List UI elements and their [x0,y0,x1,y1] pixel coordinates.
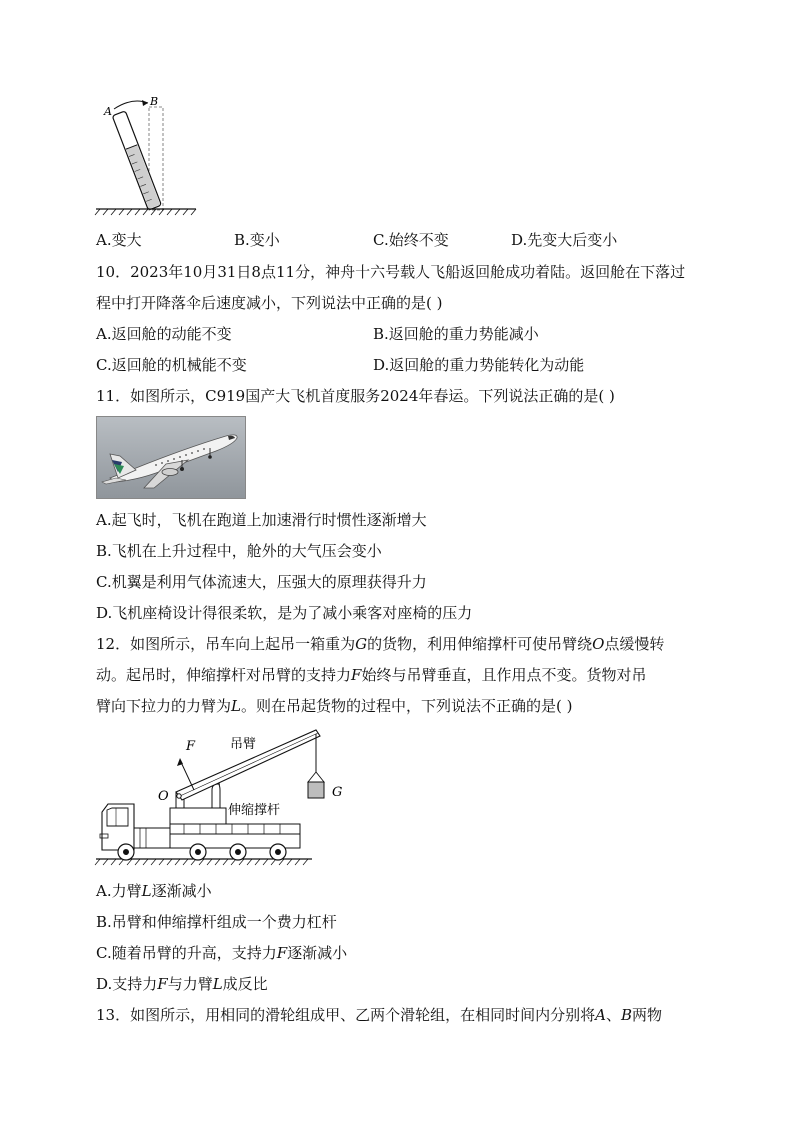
label-rod: 伸缩撑杆 [228,803,281,818]
q10-option-a: A.返回舱的动能不变 [96,325,232,343]
q12-text-line3: 臂向下拉力的力臂为L。则在吊起货物的过程中，下列说法不正确的是( ) [96,697,573,715]
label-b: B [150,95,159,108]
q12-option-b: B.吊臂和伸缩撑杆组成一个费力杠杆 [96,913,337,931]
q11-option-c: C.机翼是利用气体流速大，压强大的原理获得升力 [96,573,427,591]
label-arm: 吊臂 [230,737,257,752]
q9-option-d: D.先变大后变小 [511,231,618,249]
label-a: A [104,105,112,118]
q9-option-b: B.变小 [234,231,280,249]
q10-option-b: B.返回舱的重力势能减小 [373,325,539,343]
q12-option-d: D.支持力F与力臂L成反比 [96,975,268,993]
q9-option-a: A.变大 [96,231,142,249]
q11-text-line1: 11．如图所示，C919国产大飞机首度服务2024年春运。下列说法正确的是( ) [96,387,615,405]
q12-text-line1: 12．如图所示，吊车向上起吊一箱重为G的货物，利用伸缩撑杆可使吊臂绕O点缓慢转 [96,635,665,653]
q12-option-c: C.随着吊臂的升高，支持力F逐渐减小 [96,944,348,962]
q11-option-a: A.起飞时，飞机在跑道上加速滑行时惯性逐渐增大 [96,511,427,529]
q10-text-line2: 程中打开降落伞后速度减小，下列说法中正确的是( ) [96,294,443,312]
tube-figure [94,95,199,220]
q9-option-c: C.始终不变 [373,231,449,249]
crane-figure [94,724,354,870]
q12-text-line2: 动。起吊时，伸缩撑杆对吊臂的支持力F始终与吊臂垂直，且作用点不变。货物对吊 [96,666,647,684]
label-o: O [158,789,169,804]
label-f: F [186,739,196,754]
q11-option-b: B.飞机在上升过程中，舱外的大气压会变小 [96,542,382,560]
q10-text-line1: 10．2023年10月31日8点11分，神舟十六号载人飞船返回舱成功着陆。返回舱在下落过 [96,263,686,281]
q12-option-a: A.力臂L逐渐减小 [96,882,212,900]
q10-option-c: C.返回舱的机械能不变 [96,356,247,374]
q13-text-line1: 13．如图所示，用相同的滑轮组成甲、乙两个滑轮组，在相同时间内分别将A、B两物 [96,1006,662,1024]
q10-option-d: D.返回舱的重力势能转化为动能 [373,356,585,374]
q11-option-d: D.飞机座椅设计得很柔软，是为了减小乘客对座椅的压力 [96,604,473,622]
label-g: G [332,785,343,800]
airplane-photo [96,416,246,499]
